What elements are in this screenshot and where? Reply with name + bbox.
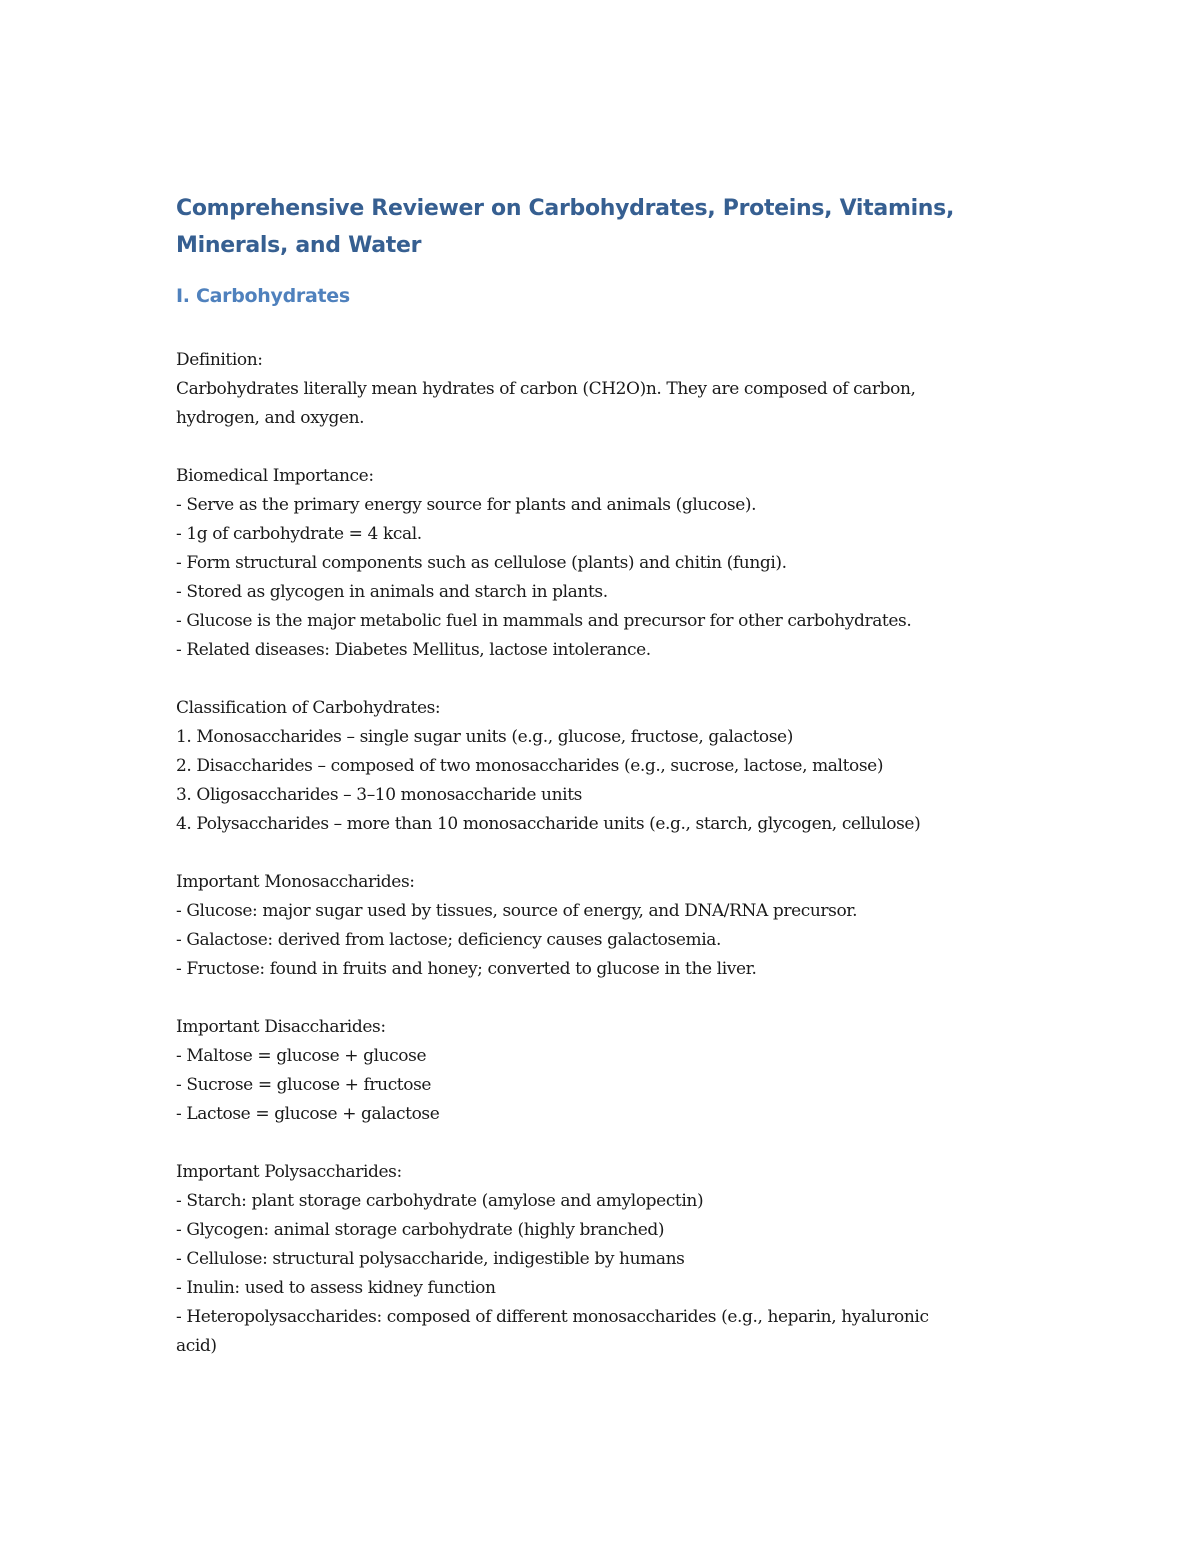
list-item: - Lactose = glucose + galactose — [176, 1104, 440, 1124]
list-item: 3. Oligosaccharides – 3–10 monosaccharide units — [176, 785, 582, 805]
list-item: 1. Monosaccharides – single sugar units (e.g., glucose, fructose, galactose) — [176, 727, 793, 747]
list-item: - Inulin: used to assess kidney function — [176, 1278, 496, 1298]
definition-text-line: hydrogen, and oxygen. — [176, 408, 365, 428]
list-item: - Starch: plant storage carbohydrate (amylose and amylopectin) — [176, 1191, 704, 1211]
monosaccharides-label: Important Monosaccharides: — [176, 872, 415, 892]
list-item: - Serve as the primary energy source for plants and animals (glucose). — [176, 495, 757, 515]
list-item: 4. Polysaccharides – more than 10 monosaccharide units (e.g., starch, glycogen, cellulose) — [176, 814, 921, 834]
list-item: - Galactose: derived from lactose; deficiency causes galactosemia. — [176, 930, 721, 950]
biomedical-importance-block — [176, 462, 1036, 665]
list-item: - Glucose is the major metabolic fuel in mammals and precursor for other carbohydrates. — [176, 611, 912, 631]
classification-block — [176, 694, 1036, 839]
list-item: - Form structural components such as cellulose (plants) and chitin (fungi). — [176, 553, 787, 573]
monosaccharides-block — [176, 868, 1036, 984]
document-title: Comprehensive Reviewer on Carbohydrates, Proteins, Vitamins, Minerals, and Water — [176, 196, 955, 258]
polysaccharides-block — [176, 1158, 1036, 1361]
list-item: - Glucose: major sugar used by tissues, source of energy, and DNA/RNA precursor. — [176, 901, 858, 921]
biomedical-importance-label: Biomedical Importance: — [176, 466, 374, 486]
polysaccharides-label: Important Polysaccharides: — [176, 1162, 402, 1182]
list-item: - Glycogen: animal storage carbohydrate (highly branched) — [176, 1220, 665, 1240]
list-item: - 1g of carbohydrate = 4 kcal. — [176, 524, 422, 544]
list-item: acid) — [176, 1336, 217, 1356]
list-item: - Sucrose = glucose + fructose — [176, 1075, 432, 1095]
list-item: - Stored as glycogen in animals and starch in plants. — [176, 582, 608, 602]
definition-block — [176, 346, 1036, 433]
list-item: 2. Disaccharides – composed of two monosaccharides (e.g., sucrose, lactose, maltose) — [176, 756, 884, 776]
list-item: - Maltose = glucose + glucose — [176, 1046, 427, 1066]
document-body — [176, 190, 1036, 1390]
definition-text-line: Carbohydrates literally mean hydrates of carbon (CH2O)n. They are composed of carbon, — [176, 379, 916, 399]
section-heading-carbohydrates: I. Carbohydrates — [176, 285, 350, 307]
list-item: - Cellulose: structural polysaccharide, indigestible by humans — [176, 1249, 685, 1269]
classification-label: Classification of Carbohydrates: — [176, 698, 441, 718]
disaccharides-label: Important Disaccharides: — [176, 1017, 386, 1037]
list-item: - Related diseases: Diabetes Mellitus, lactose intolerance. — [176, 640, 651, 660]
definition-label: Definition: — [176, 350, 263, 370]
list-item: - Heteropolysaccharides: composed of different monosaccharides (e.g., heparin, hyaluronic — [176, 1307, 929, 1327]
disaccharides-block — [176, 1013, 1036, 1129]
list-item: - Fructose: found in fruits and honey; converted to glucose in the liver. — [176, 959, 757, 979]
